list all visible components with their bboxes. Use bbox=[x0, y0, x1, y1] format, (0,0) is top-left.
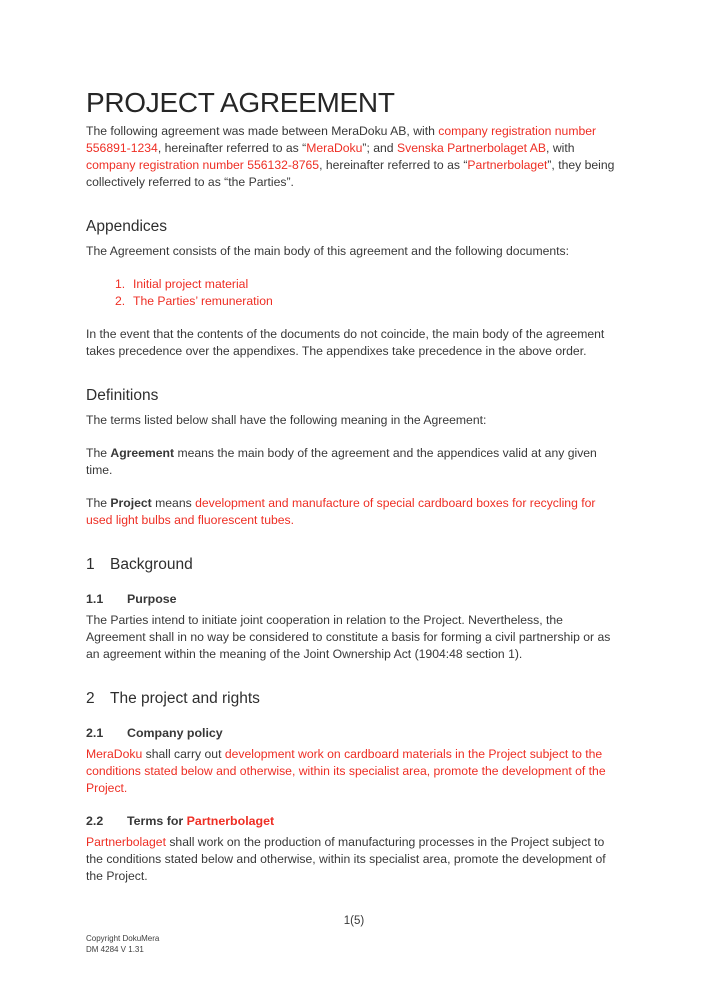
intro-text-4: , with bbox=[546, 141, 575, 155]
project-definition-paragraph bbox=[86, 495, 622, 529]
terms-text: shall work on the production of manufacturing processes in the Project subject to the conditions stated below and otherwise, within its specialist area, promote the development of the Project. bbox=[86, 835, 606, 883]
definition-text: means bbox=[151, 496, 196, 510]
policy-fill-in-text: development work on cardboard materials in the Project subject to the conditions stated below and otherwise, within its specialist area, promote the development of the Project. bbox=[86, 747, 606, 795]
party-name-meradoku: MeraDoku bbox=[86, 747, 143, 761]
party-name-meradoku: MeraDoku bbox=[306, 141, 363, 155]
appendices-list bbox=[86, 276, 622, 310]
subsection-number: 2.1 bbox=[86, 726, 104, 740]
intro-text-5: , hereinafter referred to as “ bbox=[319, 158, 468, 172]
list-item-label: Initial project material bbox=[133, 277, 249, 291]
policy-text: shall carry out bbox=[142, 747, 225, 761]
section-title: The project and rights bbox=[110, 690, 260, 707]
project-description-fill-in: development and manufacture of special cardboard boxes for recycling for used light bulbs and fluorescent tubes. bbox=[86, 496, 596, 527]
list-item-number: 2. bbox=[115, 294, 126, 308]
intro-text-2: , hereinafter referred to as “ bbox=[157, 141, 307, 155]
definition-text: The bbox=[86, 496, 111, 510]
document-content bbox=[86, 87, 622, 901]
subsection-number: 2.2 bbox=[86, 814, 104, 828]
footer-copyright bbox=[86, 933, 159, 955]
section-title: Background bbox=[110, 556, 193, 573]
section-1-1-heading bbox=[86, 591, 622, 607]
list-item-number: 1. bbox=[115, 277, 126, 291]
section-2-2-heading bbox=[86, 813, 622, 829]
company-policy-paragraph bbox=[86, 746, 622, 797]
party-name-partnerbolaget: Partnerbolaget bbox=[186, 814, 275, 828]
partner-terms-paragraph bbox=[86, 834, 622, 885]
subsection-number: 1.1 bbox=[86, 592, 104, 606]
party-name-partnerbolaget: Partnerbolaget bbox=[86, 835, 166, 849]
definitions-lead-paragraph: The terms listed below shall have the following meaning in the Agreement: bbox=[86, 413, 487, 427]
agreement-definition-paragraph bbox=[86, 445, 622, 479]
company-reg-number-meradoku: company registration number 556891-1234 bbox=[86, 124, 597, 155]
subsection-title: Terms for bbox=[127, 814, 187, 828]
intro-paragraph bbox=[86, 123, 622, 191]
list-item-label: The Parties’ remuneration bbox=[133, 294, 273, 308]
list-item bbox=[115, 276, 622, 293]
appendices-note-paragraph: In the event that the contents of the documents do not coincide, the main body of the agreement takes precedence over the appendixes. The appendixes take precedence in the above order. bbox=[86, 327, 605, 358]
section-2-heading bbox=[86, 689, 622, 709]
appendices-lead-paragraph: The Agreement consists of the main body of this agreement and the following documents: bbox=[86, 244, 570, 258]
subsection-title: Purpose bbox=[127, 592, 177, 606]
footer-copyright-line1: Copyright DokuMera bbox=[86, 934, 160, 943]
subsection-title: Company policy bbox=[127, 726, 223, 740]
intro-text-1: The following agreement was made between MeraDoku AB, with bbox=[86, 124, 439, 138]
purpose-paragraph: The Parties intend to initiate joint cooperation in relation to the Project. Nevertheless, the Agreement shall in no way be considered to constitute a basis for forming a civil partnership or as an agreement within the meaning of the Joint Ownership Act (1904:48 section 1). bbox=[86, 613, 611, 661]
footer-page-number: 1(5) bbox=[343, 915, 365, 927]
section-2-1-heading bbox=[86, 725, 622, 741]
list-item bbox=[115, 293, 622, 310]
project-term-bold: Project bbox=[110, 496, 152, 510]
intro-text-3: ”; and bbox=[362, 141, 397, 155]
definition-text: The bbox=[86, 446, 111, 460]
agreement-term-bold: Agreement bbox=[110, 446, 175, 460]
definitions-heading: Definitions bbox=[86, 387, 159, 404]
company-reg-number-partnerbolaget: company registration number 556132-8765 bbox=[86, 158, 320, 172]
footer-copyright-line2: DM 4284 V 1.31 bbox=[86, 945, 144, 954]
intro-text-6: ”, they being collectively referred to as “the Parties”. bbox=[86, 158, 615, 189]
party-name-partnerbolaget: Partnerbolaget bbox=[467, 158, 548, 172]
section-number: 2 bbox=[86, 690, 95, 707]
section-number: 1 bbox=[86, 556, 95, 573]
appendices-heading: Appendices bbox=[86, 218, 168, 235]
section-1-heading bbox=[86, 555, 622, 575]
party-name-partnerbolaget-full: Svenska Partnerbolaget AB bbox=[396, 141, 547, 155]
definition-text: means the main body of the agreement and the appendices valid at any given time. bbox=[86, 446, 597, 477]
page-title: PROJECT AGREEMENT bbox=[86, 87, 395, 118]
